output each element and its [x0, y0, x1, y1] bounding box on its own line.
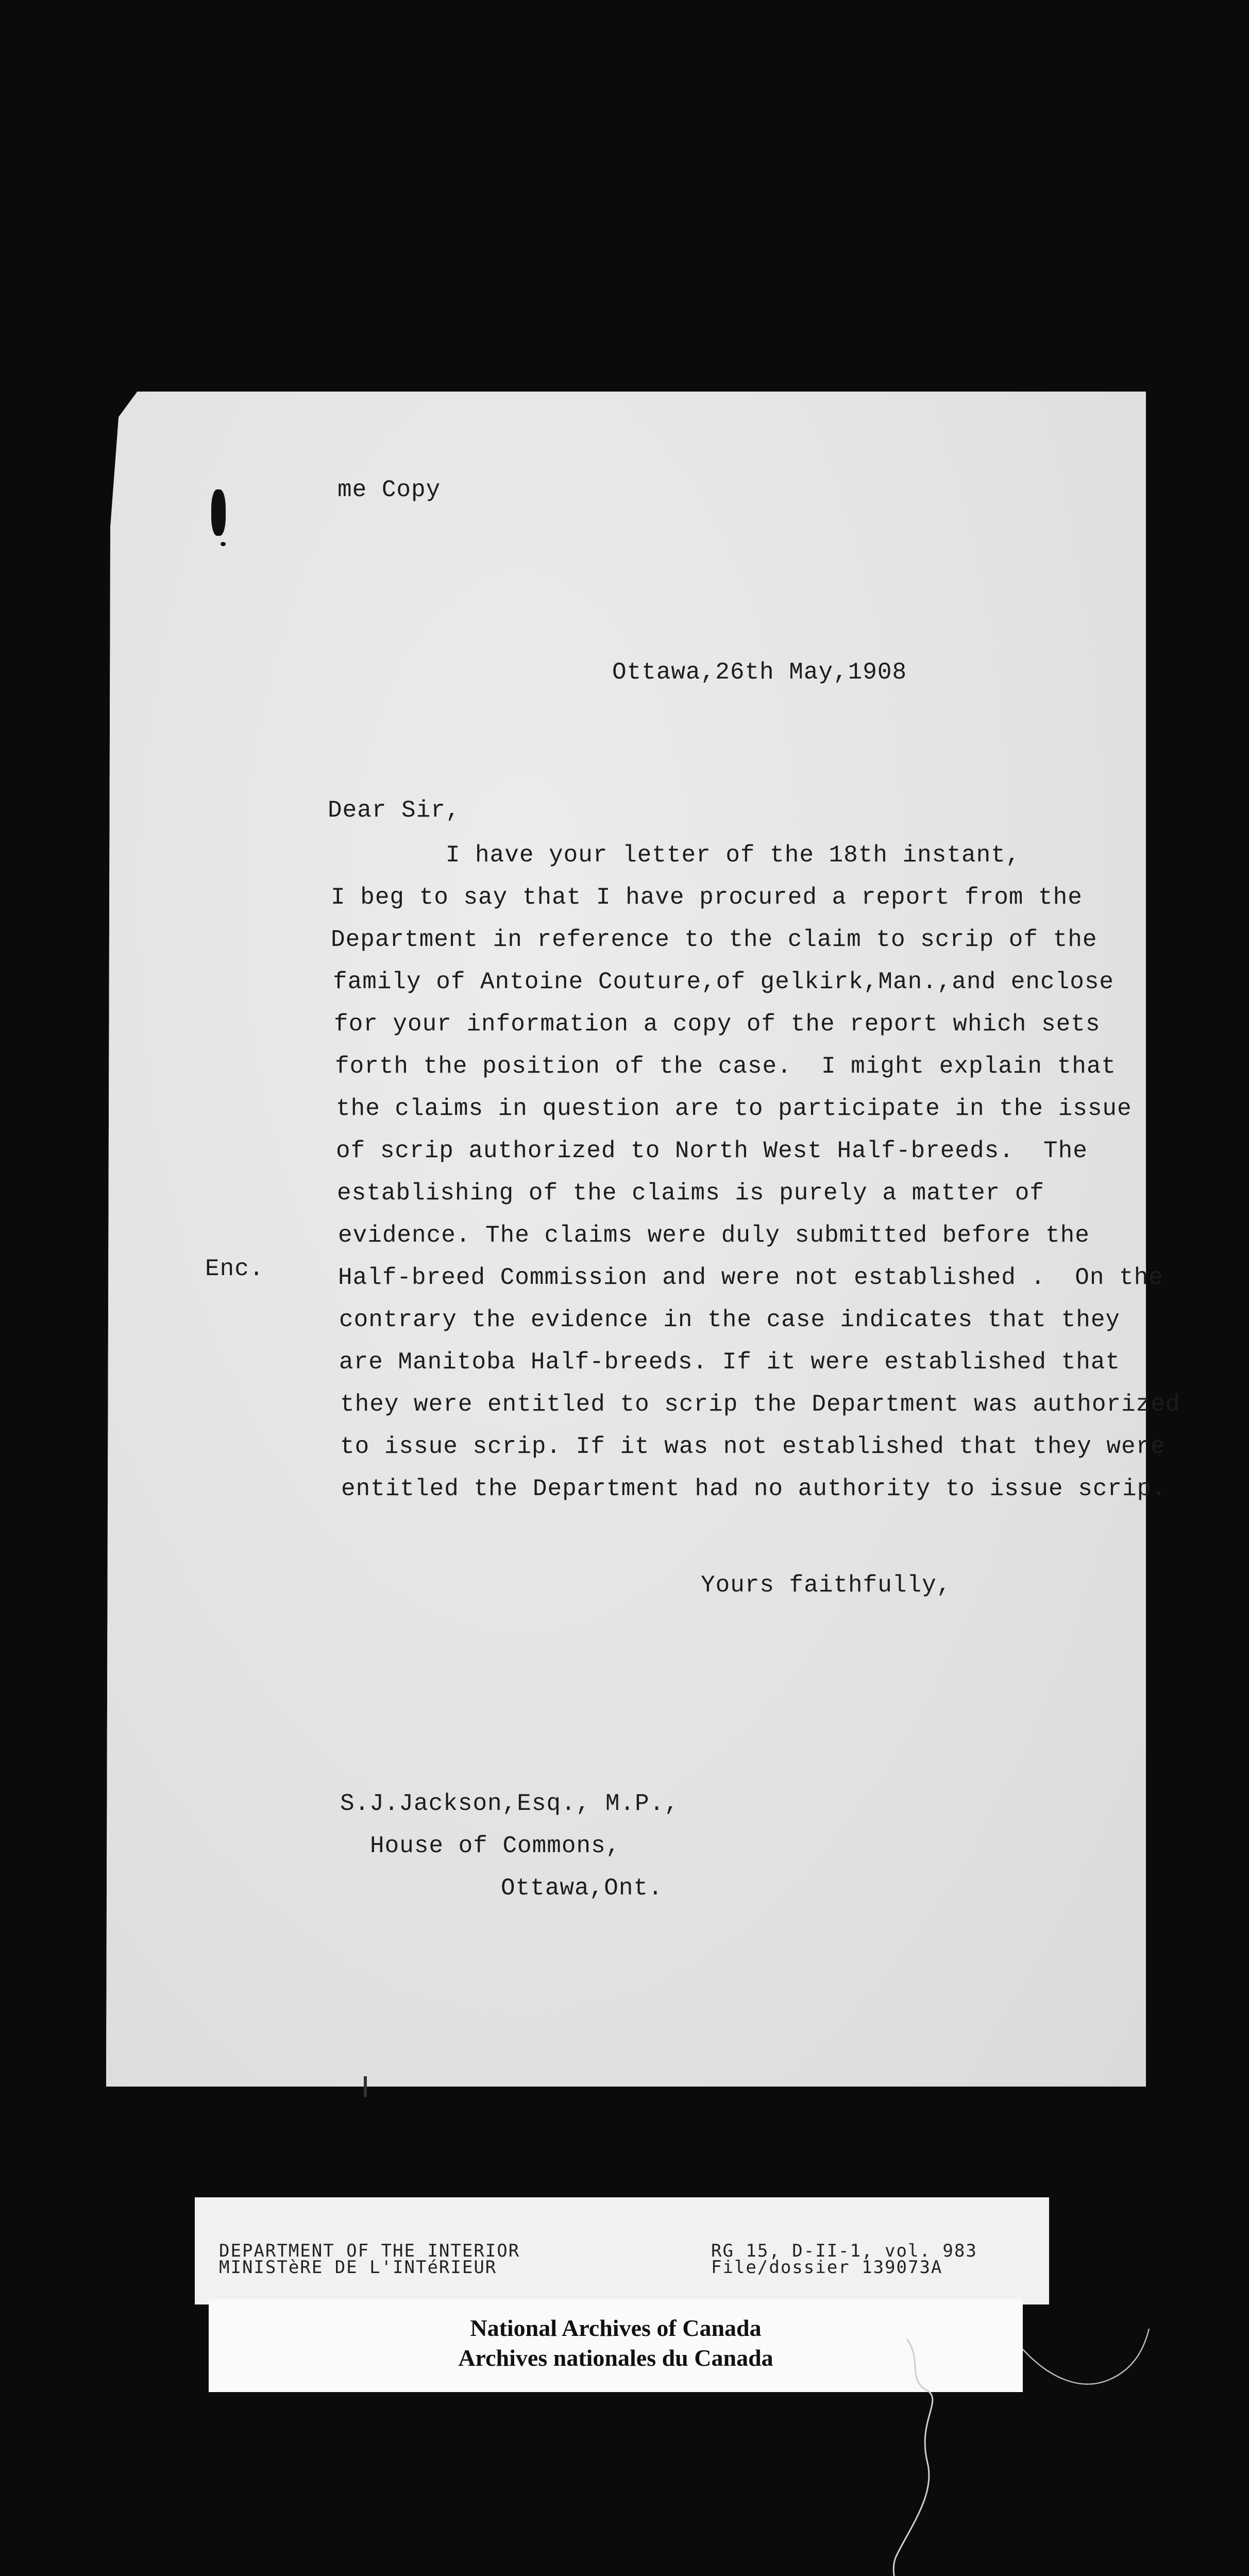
body-line: to issue scrip. If it was not established that they were [340, 1433, 1166, 1460]
body-line: I have your letter of the 18th instant, [328, 842, 1021, 869]
body-line: are Manitoba Half-breeds. If it were established that [339, 1349, 1121, 1376]
copy-header: me Copy [337, 477, 441, 503]
body-line: contrary the evidence in the case indicates that they [339, 1307, 1121, 1333]
body-line: entitled the Department had no authority to issue scrip. [341, 1476, 1167, 1502]
recipient-name: S.J.Jackson,Esq., M.P., [340, 1790, 679, 1817]
body-line: they were entitled to scrip the Department was authorized [340, 1391, 1180, 1418]
body-line: evidence. The claims were duly submitted before the [338, 1222, 1090, 1249]
body-line: I beg to say that I have procured a report from the [331, 884, 1083, 911]
body-line: establishing of the claims is purely a matter of [337, 1180, 1045, 1207]
department-en: DEPARTMENT OF THE INTERIOR [219, 2241, 520, 2261]
recipient-address-line: House of Commons, [370, 1833, 621, 1859]
recipient-address-line: Ottawa,Ont. [501, 1875, 663, 1902]
body-line: Department in reference to the claim to scrip of the [331, 926, 1098, 953]
closing: Yours faithfully, [701, 1572, 952, 1599]
archives-name-en: National Archives of Canada [470, 2315, 762, 2341]
body-line: the claims in question are to participate in the issue [336, 1095, 1132, 1122]
body-line: Half-breed Commission and were not established . On the [338, 1264, 1163, 1291]
file-number: File/dossier 139073A [711, 2257, 943, 2278]
body-line: for your information a copy of the report which sets [334, 1011, 1101, 1038]
record-group: RG 15, D-II-1, vol. 983 [711, 2241, 977, 2261]
archives-name-fr: Archives nationales du Canada [458, 2345, 773, 2371]
enclosure-note: Enc. [205, 1256, 264, 1282]
body-line: of scrip authorized to North West Half-breeds. The [336, 1138, 1088, 1164]
body-line: family of Antoine Couture,of gelkirk,Man.,and enclose [333, 969, 1115, 995]
salutation: Dear Sir, [328, 797, 461, 824]
body-line: forth the position of the case. I might explain that [335, 1053, 1117, 1080]
letter-date: Ottawa,26th May,1908 [612, 659, 907, 686]
department-fr: MINISTèRE DE L'INTéRIEUR [219, 2257, 497, 2278]
